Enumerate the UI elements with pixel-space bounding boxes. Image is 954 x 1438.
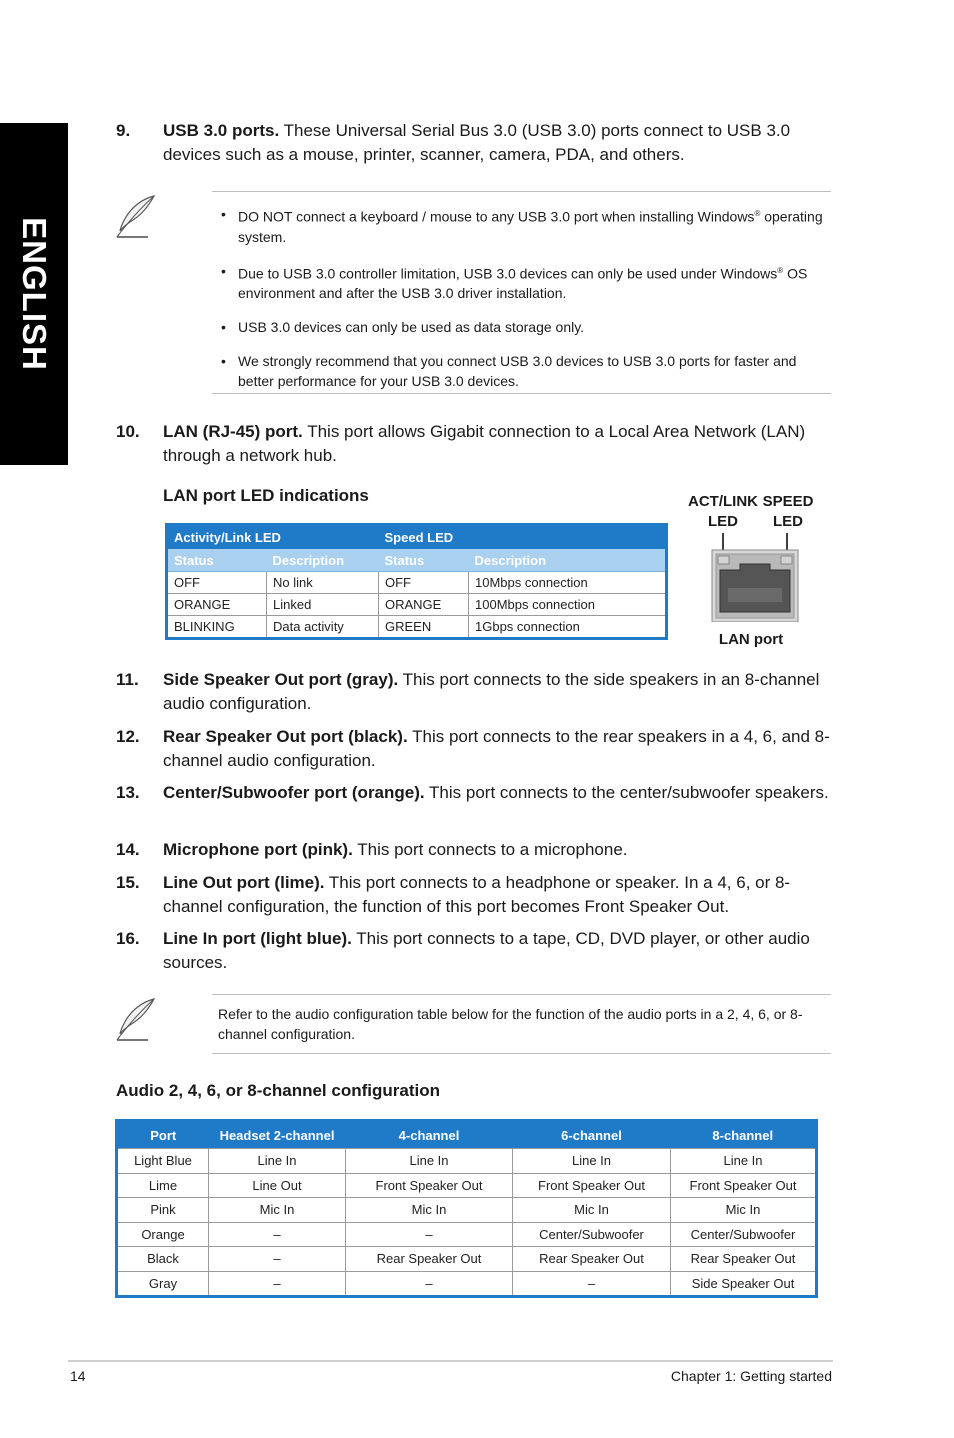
- table-column-header: Status Description Status Description: [167, 549, 667, 572]
- table-row: Lime Line Out Front Speaker Out Front Speaker Out Front Speaker Out: [117, 1173, 817, 1198]
- audio-config-heading: Audio 2, 4, 6, or 8-channel configuration: [116, 1081, 440, 1100]
- item-title: Center/Subwoofer port (orange).: [163, 783, 425, 802]
- table-row: Light Blue Line In Line In Line In Line In: [117, 1149, 817, 1174]
- note-bullet: • DO NOT connect a keyboard / mouse to any USB 3.0 port when installing Windows® operating system.: [221, 206, 823, 245]
- table-column-header: Port Headset 2-channel 4-channel 6-channel 8-channel: [117, 1121, 817, 1149]
- lan-led-heading: LAN port LED indications: [163, 486, 369, 505]
- item-number: 14.: [116, 840, 140, 859]
- lan-port-figure: [680, 490, 830, 655]
- language-tab: [0, 123, 68, 465]
- item-text: This port connects to a headphone or speaker. In a 4, 6, or 8-channel configuration, the function of this port becomes Front Speaker Out.: [163, 873, 791, 916]
- item-microphone: [116, 838, 836, 862]
- feather-pen-icon: [114, 193, 158, 239]
- item-number: 16.: [116, 929, 140, 948]
- speed-led-label: LED: [773, 513, 803, 530]
- item-title: Line Out port (lime).: [163, 873, 325, 892]
- table-row: Gray – – – Side Speaker Out: [117, 1271, 817, 1297]
- table-group-header: [167, 525, 667, 550]
- item-number: 9.: [116, 121, 131, 140]
- item-title: LAN (RJ-45) port.: [163, 422, 303, 441]
- note-bullet: • Due to USB 3.0 controller limitation, USB 3.0 devices can only be used under Windows® OS environment and after the USB 3.0 driver installation.: [221, 262, 808, 302]
- rj45-port-icon: [710, 530, 800, 622]
- item-number: 15.: [116, 873, 140, 892]
- item-title: Side Speaker Out port (gray).: [163, 670, 399, 689]
- item-title: Line In port (light blue).: [163, 929, 352, 948]
- item-text: These Universal Serial Bus 3.0 (USB 3.0) ports connect to USB 3.0 devices such as a mouse, printer, scanner, camera, PDA, and others.: [163, 121, 791, 164]
- note-bullet: • USB 3.0 devices can only be used as data storage only.: [221, 319, 585, 336]
- item-text: This port connects to the rear speakers in a 4, 6, and 8-channel audio configuration.: [163, 727, 830, 770]
- item-rear-speaker: [116, 725, 836, 772]
- usb-note: [212, 191, 831, 394]
- act-link-label: ACT/LINK: [688, 493, 758, 510]
- speed-label: SPEED: [762, 493, 814, 510]
- note-bullet: • We strongly recommend that you connect USB 3.0 devices to USB 3.0 ports for faster and better performance for your USB 3.0 devices.: [221, 353, 797, 390]
- table-row: Pink Mic In Mic In Mic In Mic In: [117, 1198, 817, 1223]
- item-number: 11.: [116, 670, 139, 689]
- item-line-out: [116, 871, 836, 918]
- page-number: 14: [70, 1368, 86, 1384]
- item-text: This port allows Gigabit connection to a Local Area Network (LAN) through a network hub.: [163, 422, 806, 465]
- table-row: BLINKING Data activity GREEN 1Gbps connection: [167, 616, 667, 639]
- chapter-title: Chapter 1: Getting started: [670, 1368, 832, 1384]
- table-row: Black – Rear Speaker Out Rear Speaker Out Rear Speaker Out: [117, 1247, 817, 1272]
- item-title: Microphone port (pink).: [163, 840, 353, 859]
- item-lan-port: [116, 420, 836, 467]
- item-usb-ports: [116, 119, 836, 166]
- item-number: 12.: [116, 727, 140, 746]
- group-header-activity: Activity/Link LED: [167, 525, 379, 550]
- item-side-speaker: [116, 668, 836, 715]
- item-text: This port connects to the side speakers in an 8-channel audio configuration.: [163, 670, 820, 713]
- audio-note-text: Refer to the audio configuration table below for the function of the audio ports in a 2, 4, 6, or 8-channel configuration.: [218, 1006, 803, 1042]
- audio-note: [212, 994, 831, 1054]
- item-text: This port connects to the center/subwoofer speakers.: [424, 783, 829, 802]
- item-title: USB 3.0 ports.: [163, 121, 280, 140]
- item-line-in: [116, 927, 836, 974]
- table-row: ORANGE Linked ORANGE 100Mbps connection: [167, 594, 667, 616]
- audio-config-table: [115, 1119, 818, 1298]
- item-title: Rear Speaker Out port (black).: [163, 727, 408, 746]
- item-number: 13.: [116, 783, 140, 802]
- act-link-led-label: LED: [708, 513, 738, 530]
- table-row: Orange – – Center/Subwoofer Center/Subwoofer: [117, 1222, 817, 1247]
- language-label: ENGLISH: [16, 217, 53, 371]
- item-number: 10.: [116, 422, 140, 441]
- footer-divider: [68, 1360, 833, 1362]
- item-text: This port connects to a microphone.: [352, 840, 628, 859]
- feather-pen-icon: [114, 996, 158, 1042]
- group-header-speed: Speed LED: [379, 525, 667, 550]
- item-text: This port connects to a tape, CD, DVD player, or other audio sources.: [163, 929, 810, 972]
- lan-led-table: [165, 523, 668, 640]
- item-center-subwoofer: [116, 781, 836, 805]
- lan-port-caption: LAN port: [718, 631, 784, 648]
- table-row: OFF No link OFF 10Mbps connection: [167, 572, 667, 594]
